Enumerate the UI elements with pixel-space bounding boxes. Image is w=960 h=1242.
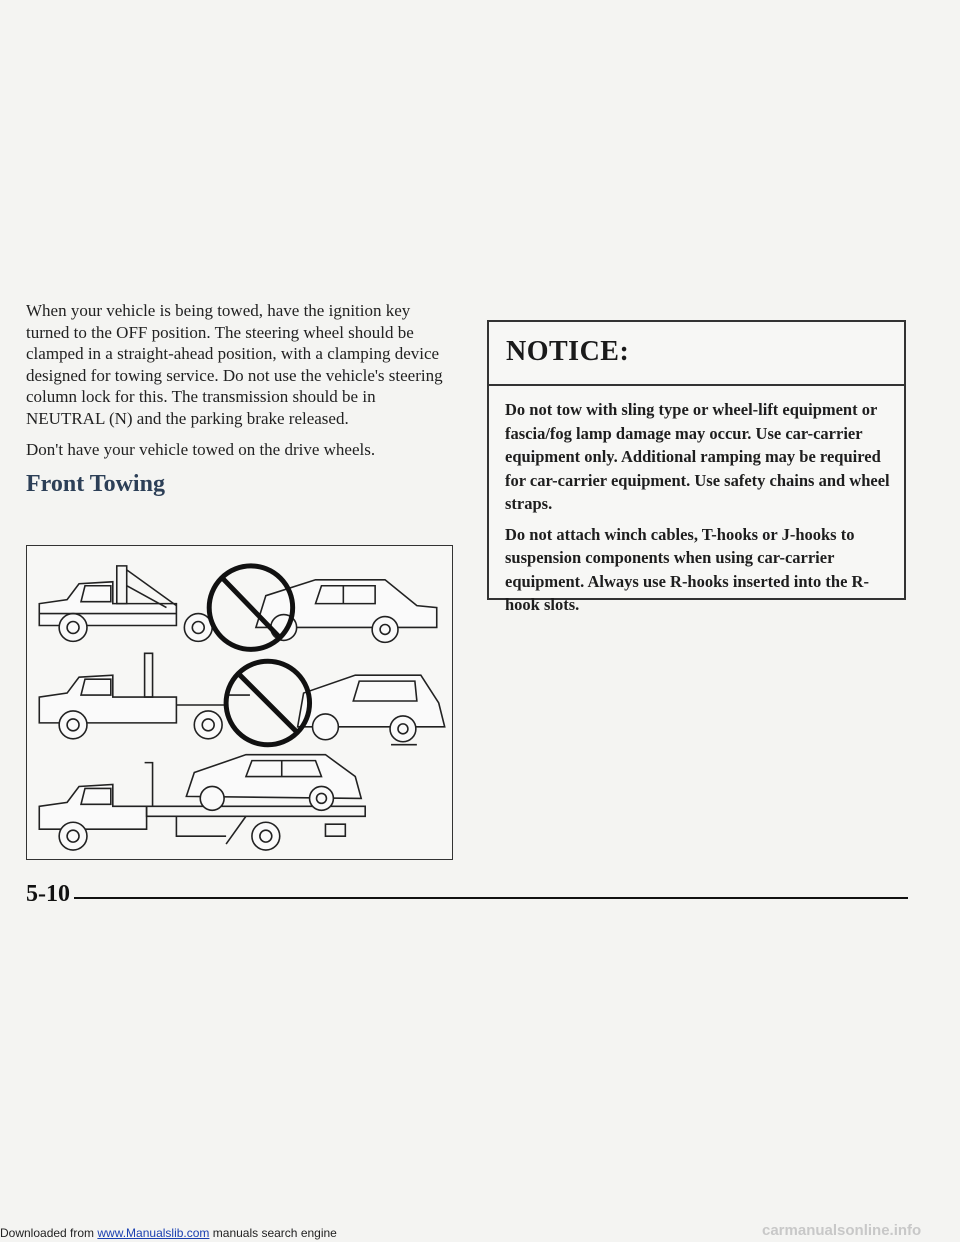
towing-illustration bbox=[26, 545, 453, 860]
towed-car-icon-2 bbox=[298, 675, 445, 745]
notice-title: NOTICE: bbox=[506, 336, 630, 367]
drive-wheels-warning-paragraph: Don't have your vehicle towed on the drive wheels. bbox=[26, 440, 376, 459]
towing-methods-diagram bbox=[27, 546, 452, 859]
left-column bbox=[26, 300, 456, 498]
notice-paragraph-equipment: Do not tow with sling type or wheel-lift equipment or fascia/fog lamp damage may occur. Use car-carrier equipment only. Additional ramping may be required for car-carrier equipment. Use safety chains and wheel straps. bbox=[505, 400, 890, 513]
carried-car-icon bbox=[186, 755, 361, 811]
page-number: 5-10 bbox=[26, 881, 70, 907]
download-source-line bbox=[0, 1226, 337, 1240]
towing-instructions-paragraph: When your vehicle is being towed, have the ignition key turned to the OFF position. The steering wheel should be clamped in a straight-ahead position, with a clamping device designed for towing service. Do not use the vehicle's steering column lock for this. The transmission should be in NEUTRAL (N) and the parking brake released. bbox=[26, 301, 443, 428]
site-watermark: carmanualsonline.info bbox=[762, 1222, 922, 1239]
section-heading: Front Towing bbox=[26, 470, 165, 497]
notice-box bbox=[487, 320, 906, 614]
footer-divider bbox=[74, 897, 908, 899]
prohibited-icon-2 bbox=[226, 661, 309, 744]
download-suffix: manuals search engine bbox=[209, 1226, 337, 1240]
notice-paragraph-hooks: Do not attach winch cables, T-hooks or J-hooks to suspension components when using car-carrier equipment. Always use R-hooks inserted into the R-hook slots. bbox=[505, 524, 869, 614]
manualslib-link[interactable]: www.Manualslib.com bbox=[97, 1226, 210, 1240]
sling-tow-truck-icon bbox=[39, 566, 212, 642]
download-prefix: Downloaded from bbox=[0, 1226, 98, 1240]
notice-body bbox=[489, 386, 904, 617]
wheel-lift-tow-truck-icon bbox=[39, 653, 250, 738]
notice-header bbox=[489, 322, 904, 386]
